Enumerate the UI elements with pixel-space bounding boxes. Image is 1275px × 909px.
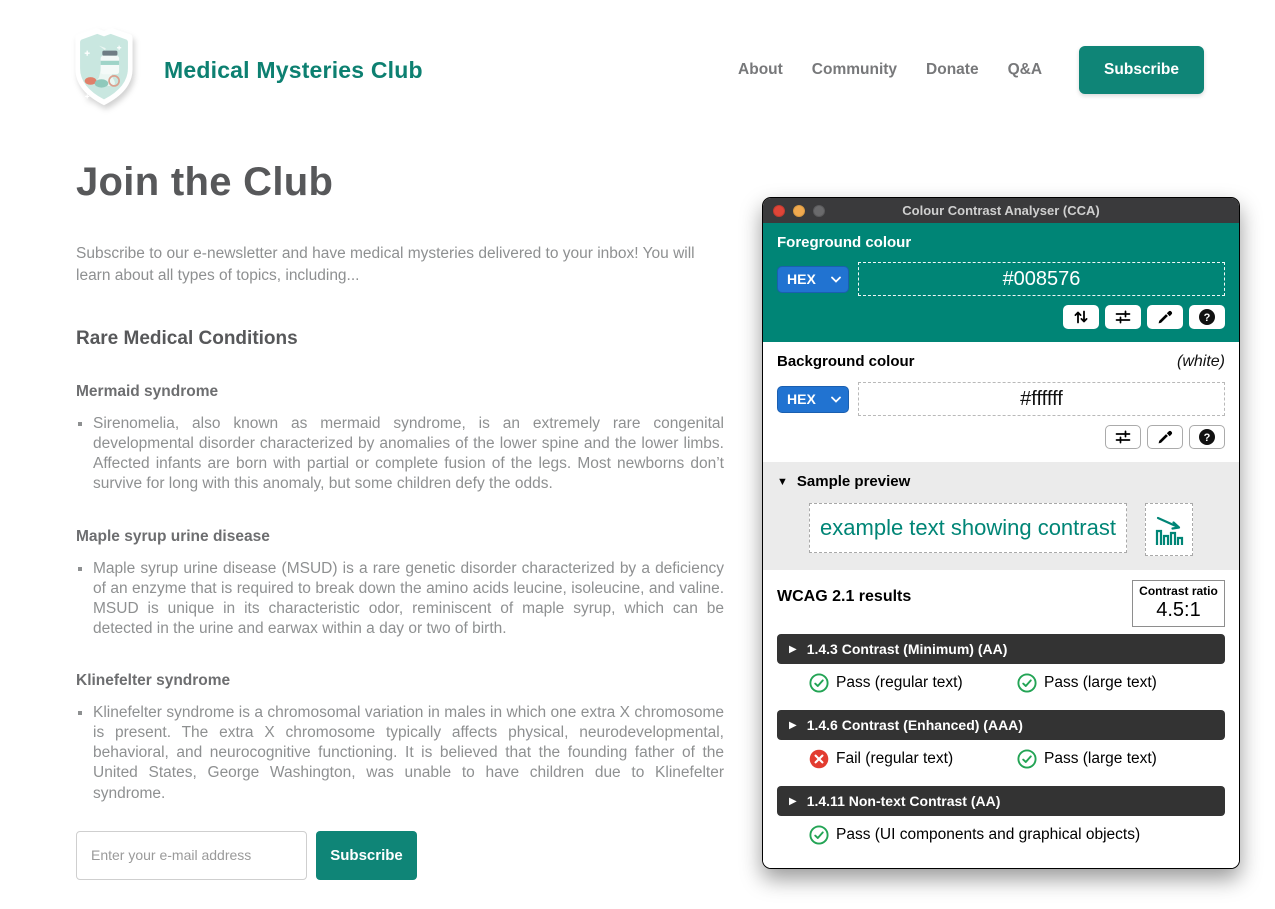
result-section-143[interactable]: ▶ 1.4.3 Contrast (Minimum) (AA) xyxy=(777,634,1225,664)
nav-community[interactable]: Community xyxy=(811,61,898,78)
nav-about[interactable]: About xyxy=(738,61,783,78)
fail-x-icon xyxy=(809,749,829,769)
minimize-button[interactable] xyxy=(793,205,805,217)
subscribe-button[interactable]: Subscribe xyxy=(316,831,417,880)
expand-triangle-icon: ▶ xyxy=(789,795,797,807)
main-nav xyxy=(738,46,1204,94)
condition-block xyxy=(76,528,724,640)
expand-triangle-icon: ▶ xyxy=(789,719,797,731)
main-content xyxy=(76,160,724,909)
eyedropper-icon xyxy=(1156,308,1174,326)
result-items-143 xyxy=(777,664,1225,702)
collapse-triangle-icon: ▼ xyxy=(777,475,788,488)
nav-donate[interactable]: Donate xyxy=(926,61,979,78)
sample-text: example text showing contrast xyxy=(820,515,1116,540)
foreground-section xyxy=(763,223,1239,342)
condition-title: Mermaid syndrome xyxy=(76,382,219,400)
sample-preview-toggle[interactable] xyxy=(777,473,1225,490)
background-sliders-button[interactable] xyxy=(1105,425,1141,449)
sliders-icon xyxy=(1114,308,1132,326)
foreground-label: Foreground colour xyxy=(777,234,912,251)
condition-text: ▪ Klinefelter syndrome is a chromosomal variation in males in which one extra X chromosome is present. The extra X chromosome typically affects physical, neurodevelopmental, behavioral, and neurocognitive functioning. It is believed that the founding father of the United States, George Washington, was unable to have children due to Klinefelter syndrome. xyxy=(93,703,724,804)
help-icon xyxy=(1198,428,1216,446)
foreground-value-input[interactable]: #008576 xyxy=(858,262,1225,296)
result-section-146[interactable]: ▶ 1.4.6 Contrast (Enhanced) (AAA) xyxy=(777,710,1225,740)
sliders-icon xyxy=(1114,428,1132,446)
background-help-button[interactable] xyxy=(1189,425,1225,449)
site-header xyxy=(0,0,1275,116)
result-item: Pass (regular text) xyxy=(809,673,1017,693)
pass-check-icon xyxy=(1017,749,1037,769)
result-items-146 xyxy=(777,740,1225,778)
condition-title: Maple syrup urine disease xyxy=(76,527,270,545)
condition-title: Klinefelter syndrome xyxy=(76,672,231,690)
section-title: Rare Medical Conditions xyxy=(76,327,298,349)
eyedropper-icon xyxy=(1156,428,1174,446)
background-label: Background colour xyxy=(777,353,915,370)
subscribe-form xyxy=(76,831,724,880)
condition-block xyxy=(76,672,724,804)
foreground-sliders-button[interactable] xyxy=(1105,305,1141,329)
condition-block xyxy=(76,383,724,495)
close-button[interactable] xyxy=(773,205,785,217)
sample-preview-label: Sample preview xyxy=(796,473,911,490)
results-heading: WCAG 2.1 results xyxy=(777,588,912,605)
nav-qa[interactable]: Q&A xyxy=(1007,61,1043,78)
result-item: Pass (UI components and graphical objects) xyxy=(809,825,1140,845)
sample-preview-section xyxy=(763,462,1239,570)
nav-subscribe-button[interactable]: Subscribe xyxy=(1079,46,1204,94)
sample-text-box xyxy=(809,503,1127,553)
graphic-sample-button[interactable] xyxy=(1145,503,1193,556)
chevron-down-icon xyxy=(831,396,841,403)
condition-text: ▪ Maple syrup urine disease (MSUD) is a rare genetic disorder characterized by a deficiency of an enzyme that is required to break down the amino acids leucine, isoleucine, and valine. MSUD is unique in its characteristic odor, reminiscent of maple syrup, which can be detected in the urine and earwax within a day or two of birth. xyxy=(93,559,724,640)
brand-title: Medical Mysteries Club xyxy=(164,56,423,83)
svg-text:?: ? xyxy=(1203,312,1211,324)
swap-colours-button[interactable] xyxy=(1063,305,1099,329)
pass-check-icon xyxy=(809,673,829,693)
background-value-input[interactable]: #ffffff xyxy=(858,382,1225,416)
result-section-1411[interactable]: ▶ 1.4.11 Non-text Contrast (AA) xyxy=(777,786,1225,816)
email-input[interactable] xyxy=(76,831,307,880)
result-item: Fail (regular text) xyxy=(809,749,1017,769)
background-colour-name: (white) xyxy=(1176,353,1225,370)
foreground-format-select[interactable]: HEX xyxy=(777,266,849,293)
background-section xyxy=(763,342,1239,462)
cca-window xyxy=(762,197,1240,869)
help-icon xyxy=(1198,308,1216,326)
foreground-help-button[interactable] xyxy=(1189,305,1225,329)
window-title: Colour Contrast Analyser (CCA) xyxy=(902,203,1100,218)
pass-check-icon xyxy=(1017,673,1037,693)
contrast-ratio-box xyxy=(1132,580,1225,627)
result-item: Pass (large text) xyxy=(1017,673,1225,693)
condition-text: ▪ Sirenomelia, also known as mermaid syndrome, is an extremely rare congenital developmental disorder characterized by anomalies of the lower spine and the lower limbs. Affected infants are born with partial or complete fusion of the legs. Most newborns don’t survive for long with this anomaly, but some children defy the odds. xyxy=(93,414,724,495)
background-eyedropper-button[interactable] xyxy=(1147,425,1183,449)
foreground-eyedropper-button[interactable] xyxy=(1147,305,1183,329)
pass-check-icon xyxy=(809,825,829,845)
contrast-ratio-label: Contrast ratio xyxy=(1139,584,1218,598)
background-format-select[interactable]: HEX xyxy=(777,386,849,413)
window-controls xyxy=(773,198,825,223)
chevron-down-icon xyxy=(831,276,841,283)
page-title: Join the Club xyxy=(76,160,334,204)
club-logo-icon xyxy=(62,24,146,116)
swap-arrows-icon xyxy=(1072,308,1090,326)
zoom-button[interactable] xyxy=(813,205,825,217)
cca-titlebar[interactable] xyxy=(763,198,1239,223)
svg-text:?: ? xyxy=(1203,432,1211,444)
chart-declining-icon xyxy=(1154,514,1184,546)
wcag-results-section xyxy=(763,570,1239,868)
result-items-1411 xyxy=(777,816,1225,854)
intro-paragraph: Subscribe to our e-newsletter and have medical mysteries delivered to your inbox! You will learn about all types of topics, including... xyxy=(76,245,695,285)
result-item: Pass (large text) xyxy=(1017,749,1225,769)
expand-triangle-icon: ▶ xyxy=(789,643,797,655)
contrast-ratio-value: 4.5:1 xyxy=(1156,599,1201,621)
